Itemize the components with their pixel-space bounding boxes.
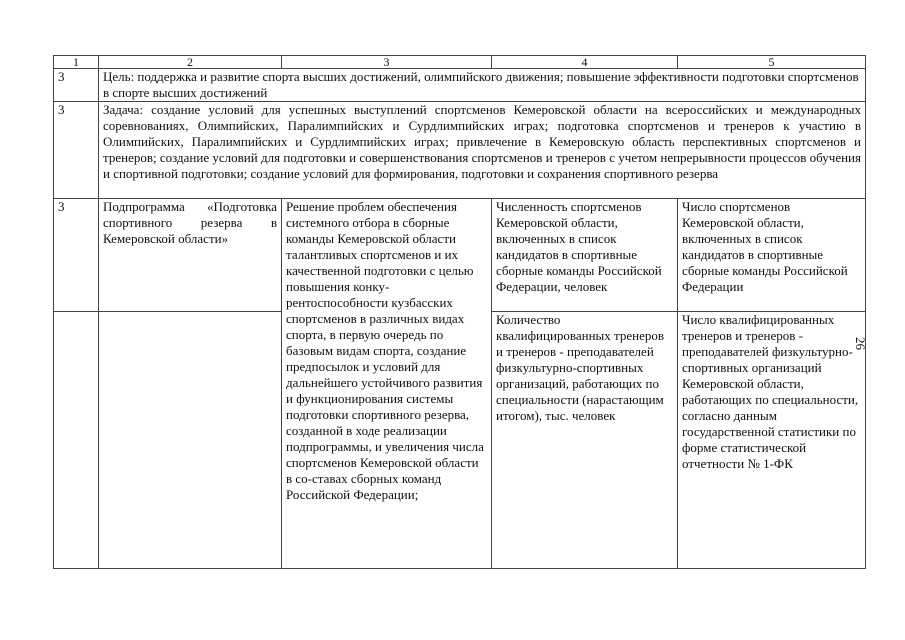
- task-row-number: 3: [54, 102, 99, 199]
- document-page: [53, 55, 865, 592]
- goal-row-number: 3: [54, 69, 99, 102]
- header-cell-4: 4: [492, 56, 678, 69]
- indicator-coaches: Количество квалифицированных тренеров и тренеров - преподавателей физкультурно-спортивных организаций, работающих по специальности (нарастающим итогом), тыс. человек: [492, 312, 678, 569]
- program-table: [53, 55, 866, 569]
- method-athletes: Число спортсменов Кемеровской области, включенных в список кандидатов в спортивные сборные команды Российской Федерации: [678, 199, 866, 312]
- page-number: 26: [853, 337, 868, 350]
- table-header-row: [54, 56, 866, 69]
- task-row: [54, 102, 866, 199]
- header-cell-5: 5: [678, 56, 866, 69]
- method-coaches: Число квалифицированных тренеров и тренеров - преподавателей физкультурно-спортивных организаций Кемеровской области, работающих по специальности, согласно данным государственной статистики по форме статистической отчетности № 1-ФК: [678, 312, 866, 569]
- goal-text: Цель: поддержка и развитие спорта высших достижений, олимпийского движения; повышение эффективности подготовки спортсменов в спорте высших достижений: [99, 69, 866, 102]
- header-cell-1: 1: [54, 56, 99, 69]
- header-cell-2: 2: [99, 56, 282, 69]
- subprogram-description: Решение проблем обеспечения системного отбора в сборные команды Кемеровской области талантливых спортсменов и их качественной подготовки с целью повышения конку-рентоспособности кузбасских спортсменов в различных видах спорта, в первую очередь по базовым видам спорта, создание предпосылок и условий для дальнейшего устойчивого развития и функционирования системы подготовки спортивного резерва, созданной в ходе реализации подпрограммы, и увеличения числа спортсменов Кемеровской области в со-ставах сборных команд Российской Федерации;: [282, 199, 492, 569]
- subprogram-name: Подпрограмма «Подготовка спортивного резерва в Кемеровской области»: [99, 199, 282, 312]
- goal-row: [54, 69, 866, 102]
- header-cell-3: 3: [282, 56, 492, 69]
- indicator-athletes: Численность спортсменов Кемеровской области, включенных в список кандидатов в спортивные сборные команды Российской Федерации, человек: [492, 199, 678, 312]
- task-text: Задача: создание условий для успешных выступлений спортсменов Кемеровской области на всероссийских и международных соревнованиях, Олимпийских, Паралимпийских и Сурдлимпийских играх; подготовка спортсменов и тренеров к участию в Олимпийских, Паралимпийских и Сурдлимпийских играх; привлечение в Кемеровскую область перспективных спортсменов и тренеров; создание условий для подготовки и совершенствования спортсменов и тренеров с учетом непрерывности процессов обучения и спортивной подготовки; создание условий для формирования, подготовки и сохранения спортивного резерва: [99, 102, 866, 199]
- subprogram-row-number: 3: [54, 199, 99, 312]
- empty-cell-name: [99, 312, 282, 569]
- subprogram-row: [54, 199, 866, 312]
- empty-cell-number: [54, 312, 99, 569]
